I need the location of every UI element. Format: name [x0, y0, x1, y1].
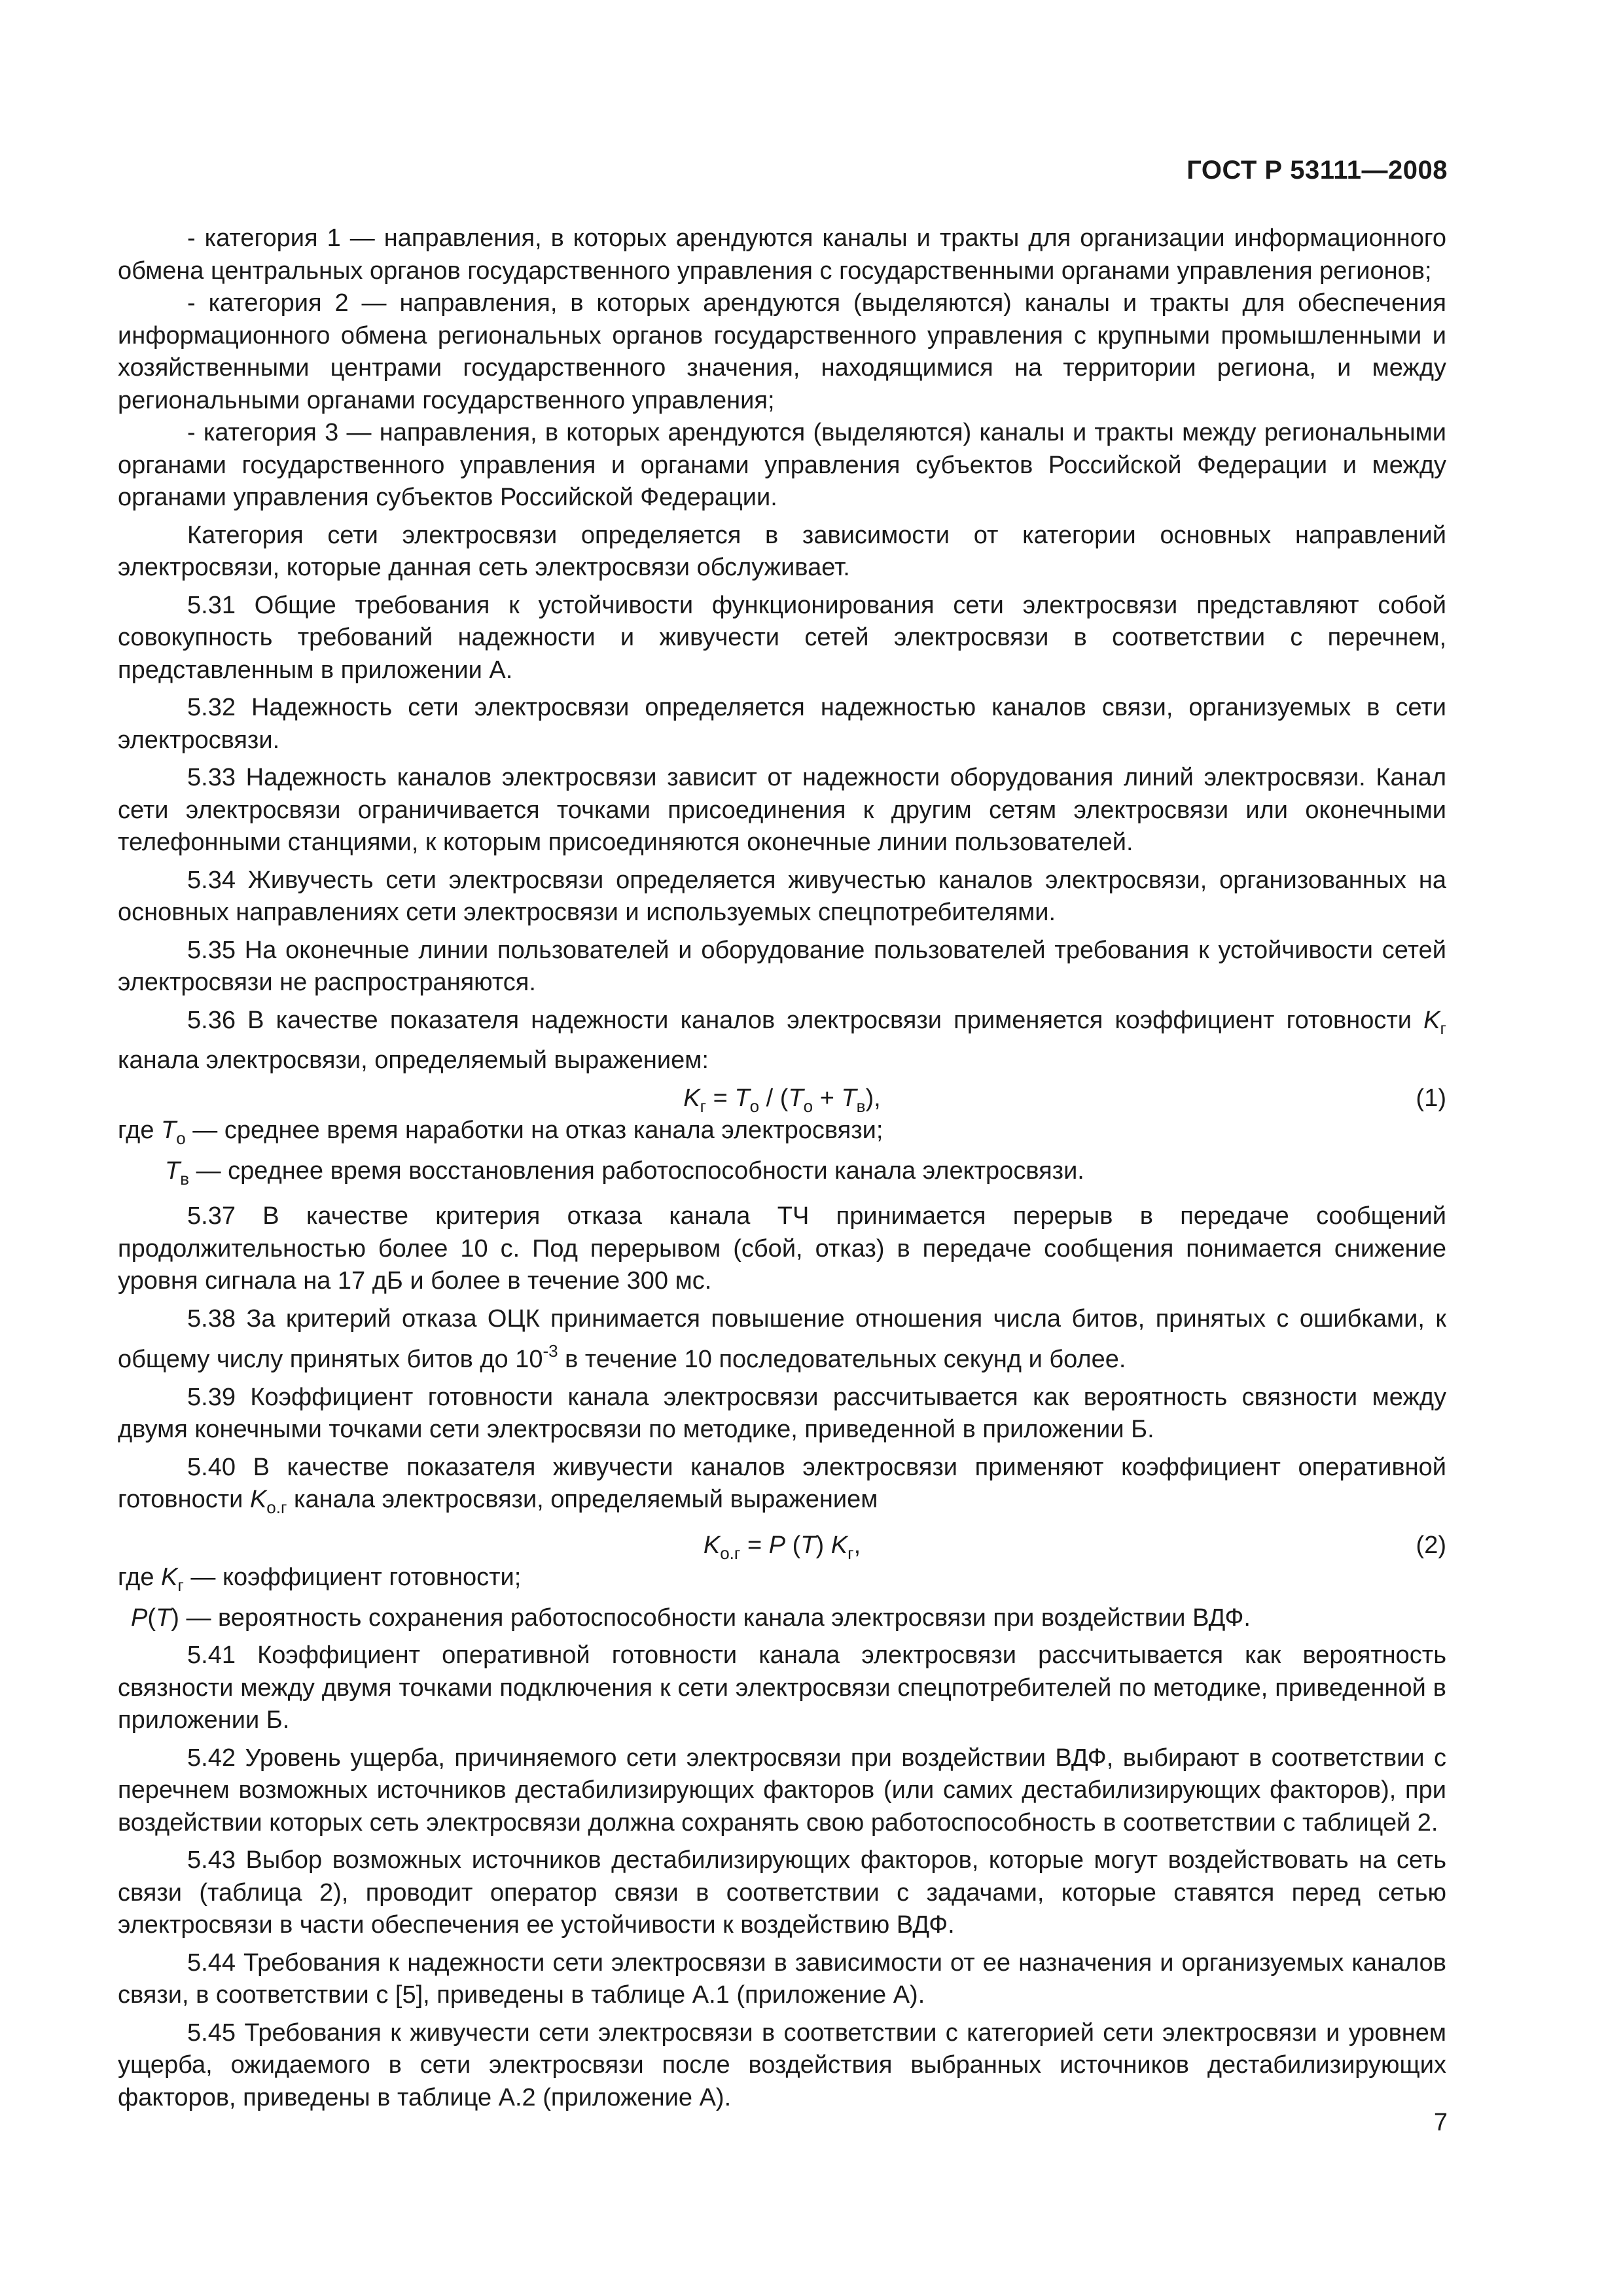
paragraph-5-42: 5.42 Уровень ущерба, причиняемого сети электросвязи при воздействии ВДФ, выбирают в соответствии с перечнем возможных источников дестабилизирующих факторов (или самих дестабилизирующих факторов), при воздействии которых сеть электросвязи должна сохранять свою работоспособность в соответствии с таблицей 2. [118, 1744, 1446, 1837]
paragraph-5-34: 5.34 Живучесть сети электросвязи определяется живучестью каналов электросвязи, организованных на основных направлениях сети электросвязи и используемых спецпотребителями. [118, 866, 1446, 926]
paragraph-5-43: 5.43 Выбор возможных источников дестабилизирующих факторов, которые могут воздействовать на сеть связи (таблица 2), проводит оператор связи в соответствии с задачами, которые ставятся перед сетью электросвязи в части обеспечения ее устойчивости к воздействию ВДФ. [118, 1846, 1446, 1939]
paragraph-category-1: - категория 1 — направления, в которых арендуются каналы и тракты для организации информационного обмена центральных органов государственного управления с государственными органами управления регионов; [118, 224, 1446, 285]
paragraph-network-category: Категория сети электросвязи определяется в зависимости от категории основных направлений электросвязи, которые данная сеть электросвязи обслуживает. [118, 521, 1446, 581]
paragraph-5-45: 5.45 Требования к живучести сети электросвязи в соответствии с категорией сети электросвязи и уровнем ущерба, ожидаемого в сети электросвязи после воздействия выбранных источников дестабилизирующих факторов, приведены в таблице А.2 (приложение А). [118, 2018, 1446, 2111]
page-number: 7 [1433, 2109, 1448, 2136]
definition-t-o: где $T_о$ — среднее время наработки на отказ канала электросвязи; [118, 1117, 883, 1148]
definition-t-v: $T_в$ — среднее время восстановления работоспособности канала электросвязи. [165, 1157, 1084, 1189]
formula-1 [118, 1083, 1446, 1115]
formula-1-number: (1) [1416, 1084, 1446, 1112]
paragraph-5-37: 5.37 В качестве критерия отказа канала ТЧ принимается перерыв в передаче сообщений продолжительностью более 10 с. Под перерывом (сбой, отказ) в передаче сообщения понимается снижение уровня сигнала на 17 дБ и более в течение 300 мс. [118, 1202, 1446, 1295]
paragraph-5-40: 5.40 В качестве показателя живучести каналов электросвязи применяют коэффициент оперативной готовности $K_{о.г}$ канала электросвязи, определяемый выражением [118, 1453, 1446, 1517]
paragraph-5-31: 5.31 Общие требования к устойчивости функционирования сети электросвязи представляют собой совокупность требований надежности и живучести сетей электросвязи в соответствии с перечнем, представленным в приложении А. [118, 591, 1446, 684]
document-body [118, 223, 1446, 2114]
paragraph-5-39: 5.39 Коэффициент готовности канала электросвязи рассчитывается как вероятность связности между двумя конечными точками сети электросвязи по методике, приведенной в приложении Б. [118, 1383, 1446, 1443]
definition-k-g: где $K_г$ — коэффициент готовности; [118, 1564, 522, 1595]
paragraph-5-36: 5.36 В качестве показателя надежности каналов электросвязи применяется коэффициент готовности $K_г$ канала электросвязи, определяемый выражением: [118, 1006, 1446, 1074]
document-code: ГОСТ Р 53111—2008 [1186, 156, 1448, 185]
paragraph-5-38: 5.38 За критерий отказа ОЦК принимается повышение отношения числа битов, принятых с ошибками, к общему числу принятых битов до $10^{-3}$ в течение 10 последовательных секунд и более. [118, 1304, 1446, 1373]
formula-2-expression: $K_{о.г} = P$ (T) $K_г$, [703, 1531, 861, 1563]
formula-2-number: (2) [1416, 1531, 1446, 1559]
paragraph-category-2: - категория 2 — направления, в которых арендуются (выделяются) каналы и тракты для обеспечения информационного обмена региональных органов государственного управления с крупными промышленными и хозяйственными центрами государственного значения, находящимися на территории региона, и между региональными органами государственного управления; [118, 289, 1446, 414]
paragraph-5-35: 5.35 На оконечные линии пользователей и оборудование пользователей требования к устойчивости сетей электросвязи не распространяются. [118, 936, 1446, 996]
paragraph-category-3: - категория 3 — направления, в которых арендуются (выделяются) каналы и тракты между региональными органами государственного управления и органами управления субъектов Российской Федерации и между органами управления субъектов Российской Федерации. [118, 419, 1446, 511]
paragraph-5-32: 5.32 Надежность сети электросвязи определяется надежностью каналов связи, организуемых в сети электросвязи. [118, 694, 1446, 754]
paragraph-5-33: 5.33 Надежность каналов электросвязи зависит от надежности оборудования линий электросвязи. Канал сети электросвязи ограничивается точками присоединения к другим сетям электросвязи или оконечными телефонными станциями, к которым присоединяются оконечные линии пользователей. [118, 764, 1446, 856]
paragraph-5-41: 5.41 Коэффициент оперативной готовности канала электросвязи рассчитывается как вероятность связности между двумя точками подключения к сети электросвязи спецпотребителей по методике, приведенной в приложении Б. [118, 1641, 1446, 1734]
formula-2 [118, 1530, 1446, 1562]
paragraph-5-44: 5.44 Требования к надежности сети электросвязи в зависимости от ее назначения и организуемых каналов связи, в соответствии с [5], приведены в таблице А.1 (приложение А). [118, 1948, 1446, 2009]
formula-1-expression: $K_г = T_о / (T_о + T_в)$, [683, 1084, 881, 1116]
definition-p-t: P(T) — вероятность сохранения работоспособности канала электросвязи при воздействии ВДФ. [131, 1604, 1251, 1632]
